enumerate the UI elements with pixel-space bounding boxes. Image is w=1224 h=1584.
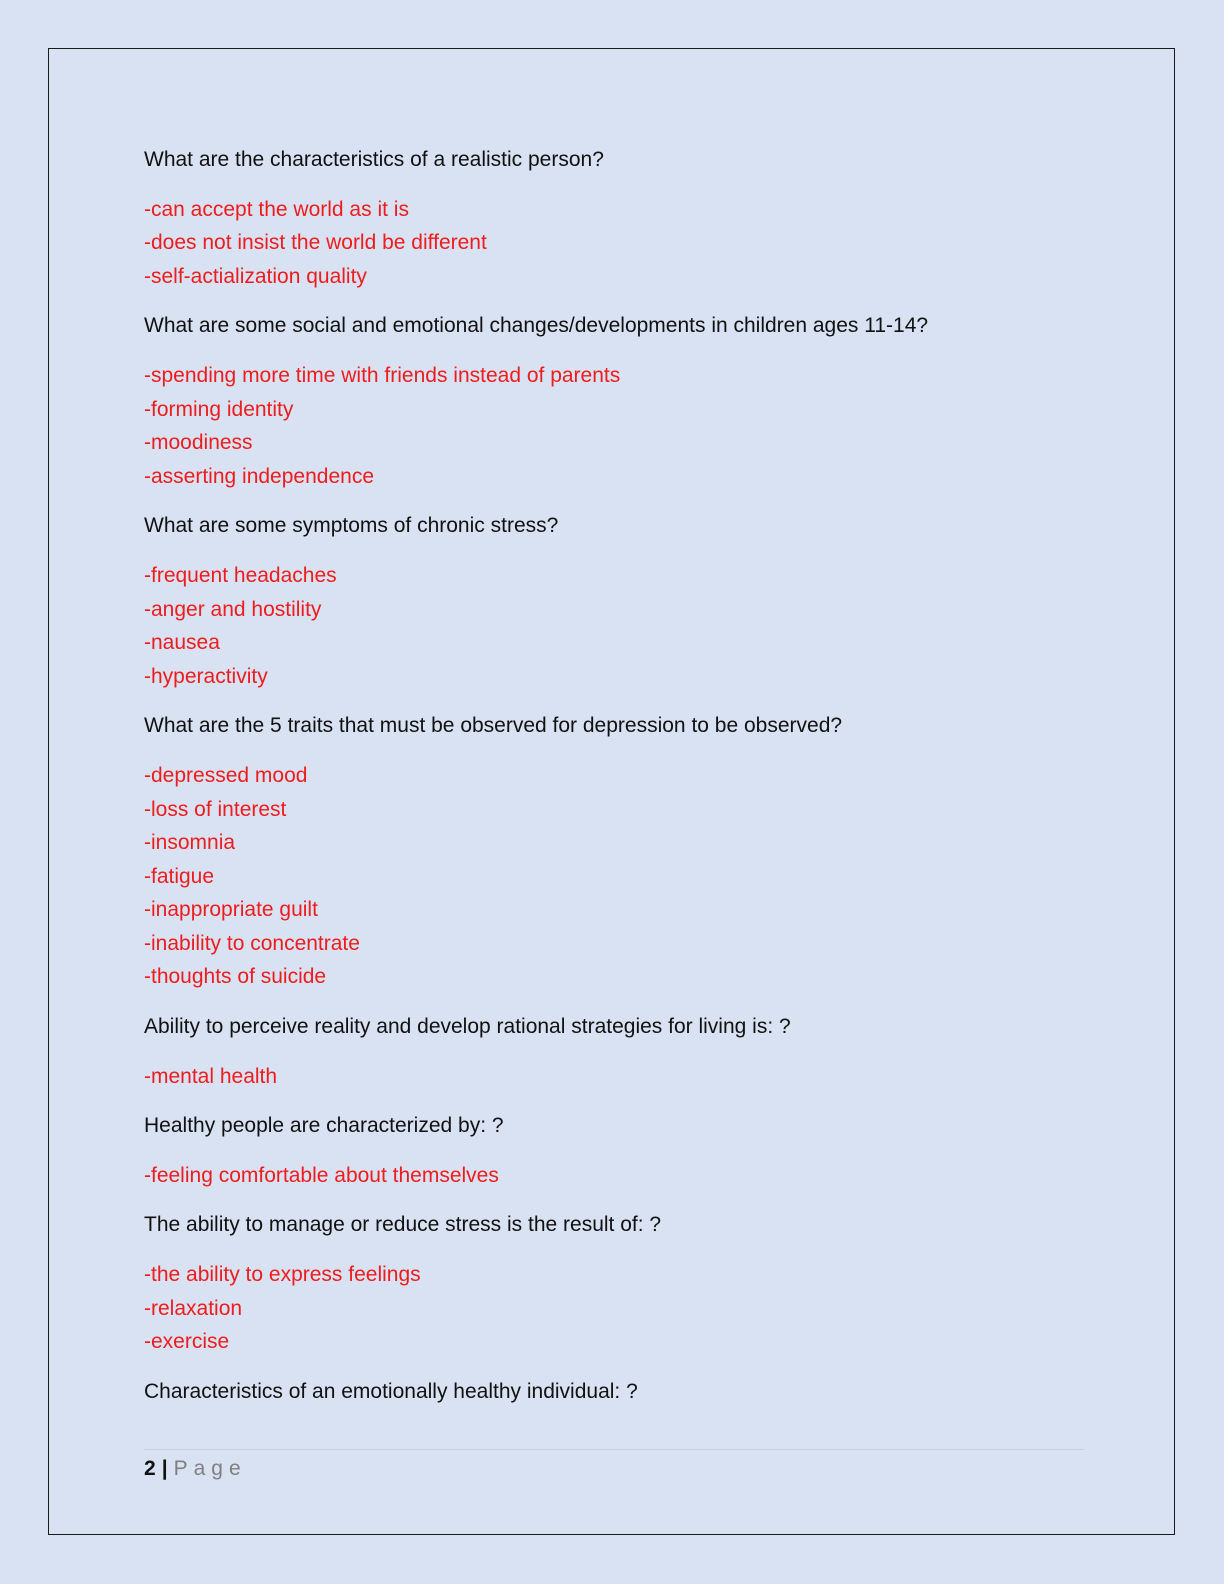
answer-list <box>144 559 1084 693</box>
qa-section <box>144 1375 1084 1409</box>
footer-divider <box>144 1449 1084 1450</box>
answer-item: -insomnia <box>144 831 236 855</box>
question: What are the 5 traits that must be observed for depression to be observed? <box>144 714 843 738</box>
question: Healthy people are characterized by: ? <box>144 1114 504 1138</box>
answer-item: -fatigue <box>144 864 215 888</box>
document-body <box>144 143 1084 1424</box>
answer-list <box>144 1060 1084 1094</box>
answer-item: -self-actialization quality <box>144 264 367 288</box>
answer-item: -exercise <box>144 1330 230 1354</box>
answer-item: -forming identity <box>144 397 294 421</box>
answer-item: -thoughts of suicide <box>144 965 327 989</box>
question: What are some social and emotional changes/developments in children ages 11-14? <box>144 314 929 338</box>
qa-section <box>144 509 1084 693</box>
answer-list <box>144 193 1084 294</box>
question: What are some symptoms of chronic stress? <box>144 514 559 538</box>
answer-list <box>144 759 1084 994</box>
answer-item: -anger and hostility <box>144 597 322 621</box>
answer-item: -does not insist the world be different <box>144 231 487 255</box>
question: Characteristics of an emotionally healthy individual: ? <box>144 1379 638 1403</box>
answer-item: -nausea <box>144 631 220 655</box>
answer-list <box>144 1159 1084 1193</box>
qa-section <box>144 1208 1084 1358</box>
answer-item: -mental health <box>144 1064 278 1088</box>
qa-section <box>144 1010 1084 1093</box>
question: The ability to manage or reduce stress is the result of: ? <box>144 1213 662 1237</box>
answer-item: -can accept the world as it is <box>144 197 409 221</box>
answer-list <box>144 359 1084 493</box>
page-footer <box>144 1454 247 1484</box>
answer-item: -asserting independence <box>144 464 374 488</box>
answer-item: -inability to concentrate <box>144 931 360 955</box>
answer-item: -hyperactivity <box>144 664 268 688</box>
qa-section <box>144 709 1084 994</box>
footer-separator: | <box>161 1457 168 1480</box>
answer-list <box>144 1258 1084 1359</box>
answer-item: -moodiness <box>144 431 253 455</box>
question: Ability to perceive reality and develop rational strategies for living is: ? <box>144 1015 791 1039</box>
answer-item: -frequent headaches <box>144 563 337 587</box>
answer-item: -the ability to express feelings <box>144 1263 421 1287</box>
answer-item: -depressed mood <box>144 763 308 787</box>
page-label: Page <box>173 1457 247 1480</box>
answer-item: -loss of interest <box>144 797 287 821</box>
answer-item: -inappropriate guilt <box>144 898 318 922</box>
answer-item: -relaxation <box>144 1296 243 1320</box>
page-number: 2 <box>144 1457 156 1480</box>
answer-item: -feeling comfortable about themselves <box>144 1163 499 1187</box>
qa-section <box>144 309 1084 493</box>
qa-section <box>144 143 1084 293</box>
qa-section <box>144 1109 1084 1192</box>
answer-item: -spending more time with friends instead of parents <box>144 363 621 387</box>
question: What are the characteristics of a realistic person? <box>144 148 604 171</box>
